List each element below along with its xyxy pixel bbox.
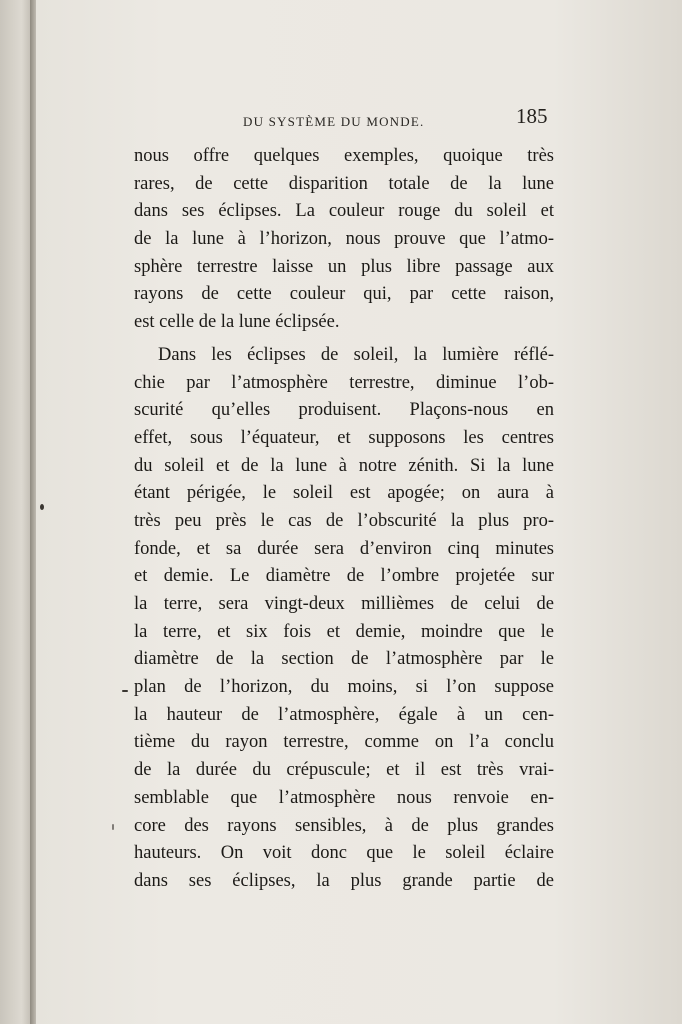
text-line: rares, de cette disparition totale de la lune <box>134 173 554 194</box>
text-line: de la lune à l’horizon, nous prouve que l’atmo- <box>134 229 554 250</box>
text-line: de la durée du crépuscule; et il est très vrai- <box>134 760 554 781</box>
ink-speck <box>122 690 128 692</box>
text-line: la terre, sera vingt-deux millièmes de celui de <box>134 594 554 614</box>
text-line: hauteurs. On voit donc que le soleil éclaire <box>134 843 554 864</box>
text-line: effet, sous l’équateur, et supposons les centres <box>134 427 554 448</box>
paragraph-2 <box>134 342 554 896</box>
text-line: fonde, et sa durée sera d’environ cinq minutes <box>134 538 554 559</box>
text-line: sphère terrestre laisse un plus libre passage aux <box>134 256 554 277</box>
body-text <box>134 143 554 896</box>
text-line: plan de l’horizon, du moins, si l’on suppose <box>134 677 554 698</box>
text-line: est celle de la lune éclipsée. <box>134 312 340 333</box>
running-title: DU SYSTÈME DU MONDE. <box>243 114 425 129</box>
text-line: tième du rayon terrestre, comme on l’a conclu <box>134 732 554 753</box>
text-line: et demie. Le diamètre de l’ombre projetée sur <box>134 566 554 587</box>
text-line: diamètre de la section de l’atmosphère par le <box>134 649 554 670</box>
ink-speck <box>112 824 114 830</box>
paragraph-1 <box>134 143 554 337</box>
text-line: étant périgée, le soleil est apogée; on aura à <box>134 483 554 504</box>
text-line: semblable que l’atmosphère nous renvoie en- <box>134 787 554 808</box>
text-line: core des rayons sensibles, à de plus grandes <box>134 815 554 836</box>
book-page <box>36 0 682 1024</box>
text-line: très peu près le cas de l’obscurité la plus pro- <box>134 510 554 531</box>
text-line: nous offre quelques exemples, quoique très <box>134 146 554 166</box>
text-line: du soleil et de la lune à notre zénith. Si la lune <box>134 455 554 476</box>
page-header <box>36 102 682 142</box>
text-line: la terre, et six fois et demie, moindre que le <box>134 621 554 642</box>
text-line: la hauteur de l’atmosphère, égale à un cen- <box>134 704 554 725</box>
ink-speck <box>40 504 44 510</box>
text-line: scurité qu’elles produisent. Plaçons-nous en <box>134 400 554 421</box>
text-line: dans ses éclipses. La couleur rouge du soleil et <box>134 201 554 222</box>
text-line: chie par l’atmosphère terrestre, diminue l’ob- <box>134 372 554 393</box>
text-line: Dans les éclipses de soleil, la lumière réflé- <box>158 344 554 365</box>
text-line: dans ses éclipses, la plus grande partie de <box>134 870 554 891</box>
page-number: 185 <box>516 104 548 128</box>
text-line: rayons de cette couleur qui, par cette raison, <box>134 284 554 305</box>
